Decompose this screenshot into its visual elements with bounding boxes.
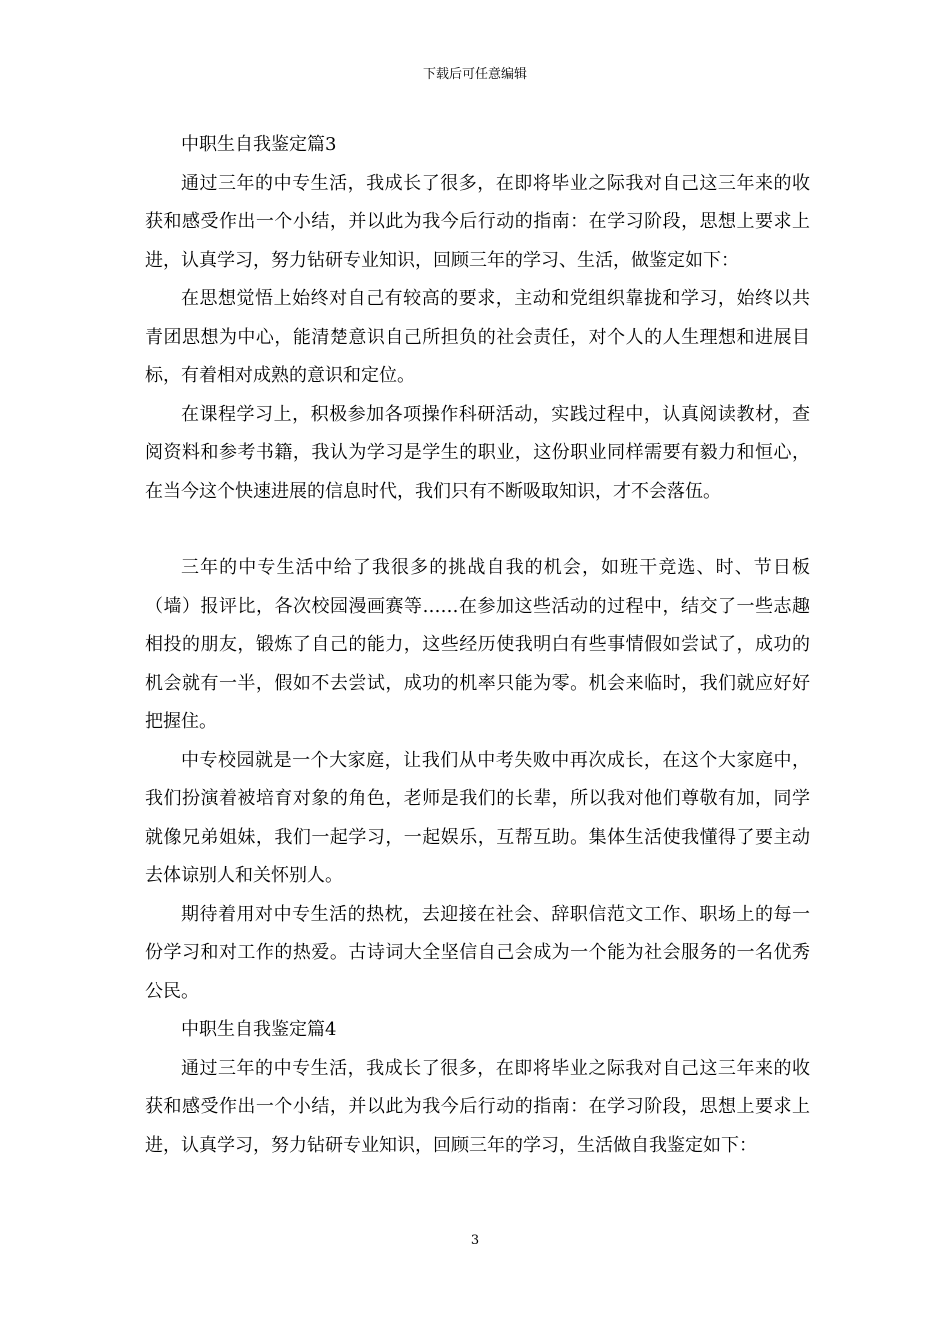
paragraph: 通过三年的中专生活，我成长了很多，在即将毕业之际我对自己这三年来的收获和感受作出一个小结，并以此为我今后行动的指南：在学习阶段，思想上要求上进，认真学习，努力钻研专业知识，回顾三年的学习，生活做自我鉴定如下： bbox=[145, 1057, 810, 1156]
paragraph: 中专校园就是一个大家庭，让我们从中考失败中再次成长，在这个大家庭中，我们扮演着被培育对象的角色，老师是我们的长辈，所以我对他们尊敬有加，同学就像兄弟姐妹，我们一起学习，一起娱乐，互帮互助。集体生活使我懂得了要主动去体谅别人和关怀别人。 bbox=[145, 749, 810, 886]
section-title: 中职生自我鉴定篇3 bbox=[181, 134, 337, 155]
page-number: 3 bbox=[470, 1233, 480, 1248]
page-header: 下载后可任意编辑 bbox=[422, 67, 527, 82]
paragraph: 通过三年的中专生活，我成长了很多，在即将毕业之际我对自己这三年来的收获和感受作出一个小结，并以此为我今后行动的指南：在学习阶段，思想上要求上进，认真学习，努力钻研专业知识，回顾三年的学习、生活，做鉴定如下： bbox=[145, 172, 810, 271]
document-body bbox=[145, 126, 810, 1165]
paragraph: 在课程学习上，积极参加各项操作科研活动，实践过程中，认真阅读教材，查阅资料和参考书籍，我认为学习是学生的职业，这份职业同样需要有毅力和恒心，在当今这个快速进展的信息时代，我们只有不断吸取知识，才不会落伍。 bbox=[145, 403, 810, 502]
paragraph: 在思想觉悟上始终对自己有较高的要求，主动和党组织靠拢和学习，始终以共青团思想为中心，能清楚意识自己所担负的社会责任，对个人的人生理想和进展目标，有着相对成熟的意识和定位。 bbox=[145, 288, 810, 386]
paragraph: 三年的中专生活中给了我很多的挑战自我的机会，如班干竞选、时、节日板（墙）报评比，各次校园漫画赛等……在参加这些活动的过程中，结交了一些志趣相投的朋友，锻炼了自己的能力，这些经历使我明白有些事情假如尝试了，成功的机会就有一半，假如不去尝试，成功的机率只能为零。机会来临时，我们就应好好把握住。 bbox=[145, 557, 810, 732]
paragraph: 期待着用对中专生活的热枕，去迎接在社会、辞职信范文工作、职场上的每一份学习和对工作的热爱。古诗词大全坚信自己会成为一个能为社会服务的一名优秀公民。 bbox=[145, 903, 810, 1002]
section-title: 中职生自我鉴定篇4 bbox=[181, 1019, 337, 1040]
